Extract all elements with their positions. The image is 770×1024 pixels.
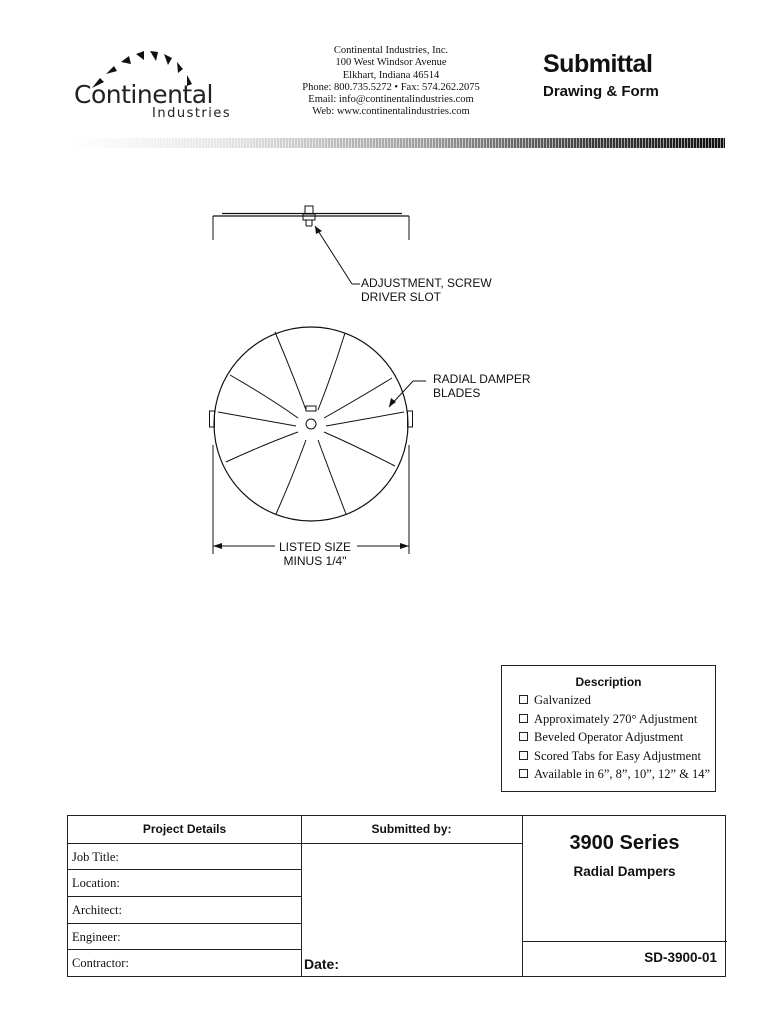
series-subtitle: Radial Dampers xyxy=(573,864,676,879)
damper-side-view xyxy=(213,206,409,240)
label-listed-size: LISTED SIZE MINUS 1/4" xyxy=(279,540,352,568)
description-item: Available in 6”, 8”, 10”, 12” & 14” xyxy=(519,765,710,784)
location-field[interactable]: Location: xyxy=(72,876,120,890)
job-title-field[interactable]: Job Title: xyxy=(72,850,119,864)
project-details-header: Project Details xyxy=(142,822,227,836)
address-line: Web: www.continentalindustries.com xyxy=(312,106,470,118)
document-title: Submittal xyxy=(543,50,653,78)
series-title: 3900 Series xyxy=(569,832,680,854)
date-field[interactable]: Date: xyxy=(304,956,340,972)
damper-face-view xyxy=(210,327,413,521)
label-damper-blades: RADIAL DAMPER BLADES xyxy=(433,372,531,400)
architect-field[interactable]: Architect: xyxy=(72,903,122,917)
submitted-by-header: Submitted by: xyxy=(371,822,452,836)
checkbox-icon xyxy=(519,714,528,723)
document-subtitle: Drawing & Form xyxy=(543,83,659,100)
address-line: Continental Industries, Inc. xyxy=(333,45,449,56)
description-title: Description xyxy=(575,675,642,689)
logo-wordmark: Continental xyxy=(74,80,213,109)
contractor-field[interactable]: Contractor: xyxy=(72,956,129,970)
address-line: Phone: 800.735.5272 • Fax: 574.262.2075 xyxy=(302,81,480,93)
label-adjustment-slot: ADJUSTMENT, SCREW DRIVER SLOT xyxy=(361,276,492,304)
description-item: Approximately 270° Adjustment xyxy=(519,710,710,729)
checkbox-icon xyxy=(519,732,528,741)
engineer-field[interactable]: Engineer: xyxy=(72,930,121,944)
document-number: SD-3900-01 xyxy=(644,950,717,965)
description-list xyxy=(519,691,710,784)
description-item: Galvanized xyxy=(519,691,710,710)
description-item: Beveled Operator Adjustment xyxy=(519,728,710,747)
checkbox-icon xyxy=(519,751,528,760)
project-details-table xyxy=(67,815,726,977)
description-item: Scored Tabs for Easy Adjustment xyxy=(519,747,710,766)
description-box xyxy=(501,665,716,792)
logo-subtitle: Industries xyxy=(152,106,232,121)
address-line: Elkhart, Indiana 46514 xyxy=(342,69,440,81)
checkbox-icon xyxy=(519,695,528,704)
checkbox-icon xyxy=(519,769,528,778)
address-line: 100 West Windsor Avenue xyxy=(335,57,447,69)
address-line: Email: info@continentalindustries.com xyxy=(308,94,474,106)
